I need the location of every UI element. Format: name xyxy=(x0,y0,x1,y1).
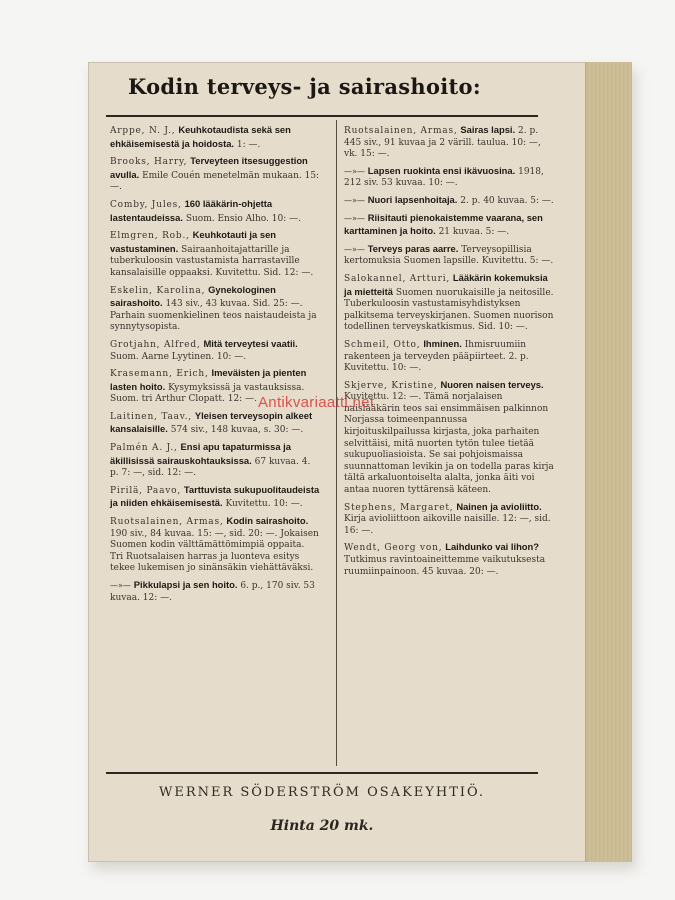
catalog-entry xyxy=(110,155,320,194)
catalog-entry xyxy=(110,410,320,437)
catalog-entry xyxy=(344,165,554,190)
entry-author: Palmén A. J., xyxy=(110,443,178,454)
entry-details: 574 siv., 148 kuvaa, s. 30: —. xyxy=(170,425,304,436)
entry-title: Riisitauti pienokaistemme vaarana, sen karttaminen ja hoito. xyxy=(344,211,543,237)
entry-title: Kodin sairashoito. xyxy=(226,515,309,527)
entry-author: Pirilä, Paavo, xyxy=(110,485,182,496)
entry-title: Imeväisten ja pienten lasten hoito. xyxy=(110,367,307,392)
entry-title: Mitä terveytesi vaatii. xyxy=(203,337,298,349)
catalog-entry xyxy=(344,194,554,208)
entry-title: Nuoren naisen terveys. xyxy=(440,378,544,390)
catalog-entry xyxy=(110,579,320,604)
entry-details: 21 kuvaa. 5: —. xyxy=(438,227,510,238)
entry-details: Terveysopillisia kertomuksia Suomen lapsille. Kuvitettu. 5: —. xyxy=(344,244,554,267)
entry-title: Nuori lapsenhoitaja. xyxy=(367,193,458,205)
catalog-entry xyxy=(110,338,320,363)
entry-author: Salokannel, Artturi, xyxy=(344,273,451,284)
ditto-mark: —»— xyxy=(344,166,365,176)
entry-details: Kirja avioliittoon aikoville naisille. 12: —, sid. 16: —. xyxy=(344,514,551,536)
entry-title: Yleisen terveysopin alkeet kansalaisille. xyxy=(110,409,313,435)
entry-author: Elmgren, Rob., xyxy=(110,231,190,242)
entry-title: 160 lääkärin-ohjetta lastentaudeissa. xyxy=(110,197,273,223)
right-column xyxy=(344,124,554,582)
entry-title: Nainen ja avioliitto. xyxy=(456,500,542,512)
entry-title: Laihdunko vai lihon? xyxy=(445,541,539,553)
catalog-entry xyxy=(344,541,554,578)
entry-details: 143 siv., 43 kuvaa. Sid. 25: —. Parhain suomenkielinen teos naistaudeista ja synnytysopista. xyxy=(110,299,317,333)
ditto-mark: —»— xyxy=(344,244,365,254)
entry-details: 190 siv., 84 kuvaa. 15: —, sid. 20: —. Jokaisen Suomen kodin välttämättömimpiä oppaita. Tri Ruotsalaisen harras ja luonteva esitys tekee lukemisen jo sinänsäkin viehättäväksi. xyxy=(110,528,319,574)
entry-details: Suom. Ensio Alho. 10: —. xyxy=(185,213,301,224)
entry-details: Sairaanhoitajattarille ja tuberkuloosin vastustamista harrastaville kansalaisille oppaaksi. Kuvitettu. Sid. 12: —. xyxy=(110,244,314,278)
entry-author: Stephens, Margaret, xyxy=(344,502,454,513)
entry-details: 67 kuvaa. 4. p. 7: —, sid. 12: —. xyxy=(110,456,311,479)
entry-details: 6. p., 170 siv. 53 kuvaa. 12: —. xyxy=(110,581,315,603)
catalog-entry xyxy=(110,198,320,225)
entry-title: Keuhkotauti ja sen vastustaminen. xyxy=(110,229,277,254)
catalog-entry xyxy=(110,284,320,334)
entry-title: Tarttuvista sukupuolitaudeista ja niiden ehkäisemisestä. xyxy=(110,483,320,509)
entry-author: Eskelin, Karolina, xyxy=(110,285,206,296)
catalog-entry xyxy=(344,124,554,161)
entry-details: Kuvitettu. 12: —. Tämä norjalaisen naislääkärin teos sai ensimmäisen palkinnon Norjassa toimeenpannussa kirjoituskilpailussa kirjasta, joka parhaiten selvittäisi, mitä nuorten tytön tulee tietää sukupuoliasioista. Se sai pohjoismaissa suunnattoman levikin ja on todella paras kirja tältä arkaluontoiselta alalta, jonka äiti voi antaa nuoren tyttärensä käteen. xyxy=(344,392,554,496)
entry-details: Suomen nuorukaisille ja neitosille. Tuberkuloosin vastustamisyhdistyksen palkitsema terveyskirjanen. Suomen nuorison todellinen terveyskatkismus. Sid. 10: —. xyxy=(344,287,554,333)
catalog-entry xyxy=(344,379,554,497)
catalog-entry xyxy=(110,515,320,575)
entry-author: Skjerve, Kristine, xyxy=(344,380,438,391)
entry-author: Grotjahn, Alfred, xyxy=(110,339,201,350)
entry-details: 1918, 212 siv. 53 kuvaa. 10: —. xyxy=(344,166,544,189)
publisher-name: WERNER SÖDERSTRÖM OSAKEYHTIÖ. xyxy=(158,785,486,800)
entry-title: Keuhkotaudista sekä sen ehkäisemisestä ja hoidosta. xyxy=(110,124,291,149)
ditto-mark: —»— xyxy=(344,213,365,223)
catalog-entry xyxy=(344,338,554,375)
entry-author: Arppe, N. J., xyxy=(110,126,176,136)
entry-title: Sairas lapsi. xyxy=(460,124,516,135)
entry-details: Emile Couén menetelmän mukaan. 15: —. xyxy=(110,170,320,193)
catalog-entry xyxy=(344,272,554,334)
cover-title: Kodin terveys- ja sairashoito: xyxy=(128,74,481,99)
entry-author: Ruotsalainen, Armas, xyxy=(110,517,224,528)
ditto-mark: —»— xyxy=(110,581,131,590)
catalog-entry xyxy=(110,229,320,279)
ditto-mark: —»— xyxy=(344,195,365,205)
entry-author: Laitinen, Taav., xyxy=(110,411,192,422)
entry-author: Wendt, Georg von, xyxy=(344,543,443,554)
watermark: Antikvariaatti.net xyxy=(258,394,375,411)
entry-title: Ensi apu tapaturmissa ja äkillisissä sairauskohtauksissa. xyxy=(110,441,292,466)
entry-title: Pikkulapsi ja sen hoito. xyxy=(133,579,238,590)
entry-title: Lapsen ruokinta ensi ikävuosina. xyxy=(367,164,516,176)
entry-author: Schmeil, Otto, xyxy=(344,339,421,350)
price-label: Hinta 20 mk. xyxy=(270,818,374,834)
entry-details: Suom. Aarne Lyytinen. 10: —. xyxy=(110,351,247,362)
catalog-entry xyxy=(110,441,320,480)
entry-title: Terveyteen itsesuggestion avulla. xyxy=(110,155,308,180)
entry-details: 2. p. 40 kuvaa. 5: —. xyxy=(460,195,554,206)
entry-details: Kysymyksissä ja vastauksissa. Suom. tri Arthur Clopatt. 12: —. xyxy=(110,382,305,405)
entry-details: Kuvitettu. 10: —. xyxy=(225,499,303,510)
catalog-entry xyxy=(344,243,554,268)
entry-details: Tutkimus ravintoaineittemme vaikutuksesta ruumiinpainoon. 45 kuvaa. 20: —. xyxy=(344,555,546,577)
catalog-entry xyxy=(110,124,320,151)
entry-title: Terveys paras aarre. xyxy=(367,242,459,254)
entry-author: Comby, Jules, xyxy=(110,199,182,210)
top-rule xyxy=(106,115,538,117)
entry-details: Ihmisruumiin rakenteen ja terveyden pääpiirteet. 2. p. Kuvitettu. 10: —. xyxy=(344,339,529,374)
entry-details: 2. p. 445 siv., 91 kuvaa ja 2 värill. taulua. 10: —, vk. 15: —. xyxy=(344,126,541,160)
column-divider xyxy=(336,120,337,766)
entry-title: Ihminen. xyxy=(423,337,462,349)
entry-author: Ruotsalainen, Armas, xyxy=(344,126,458,136)
entry-details: 1: —. xyxy=(236,139,261,150)
book-spine xyxy=(585,62,632,862)
bottom-rule xyxy=(106,772,538,774)
entry-author: Brooks, Harry, xyxy=(110,157,188,168)
catalog-entry xyxy=(344,212,554,239)
entry-title: Lääkärin kokemuksia ja mietteitä xyxy=(344,271,548,297)
catalog-entry xyxy=(344,501,554,538)
entry-title: Gynekologinen sairashoito. xyxy=(110,283,276,309)
catalog-entry xyxy=(110,484,320,511)
entry-author: Krasemann, Erich, xyxy=(110,369,209,380)
left-column xyxy=(110,124,320,608)
